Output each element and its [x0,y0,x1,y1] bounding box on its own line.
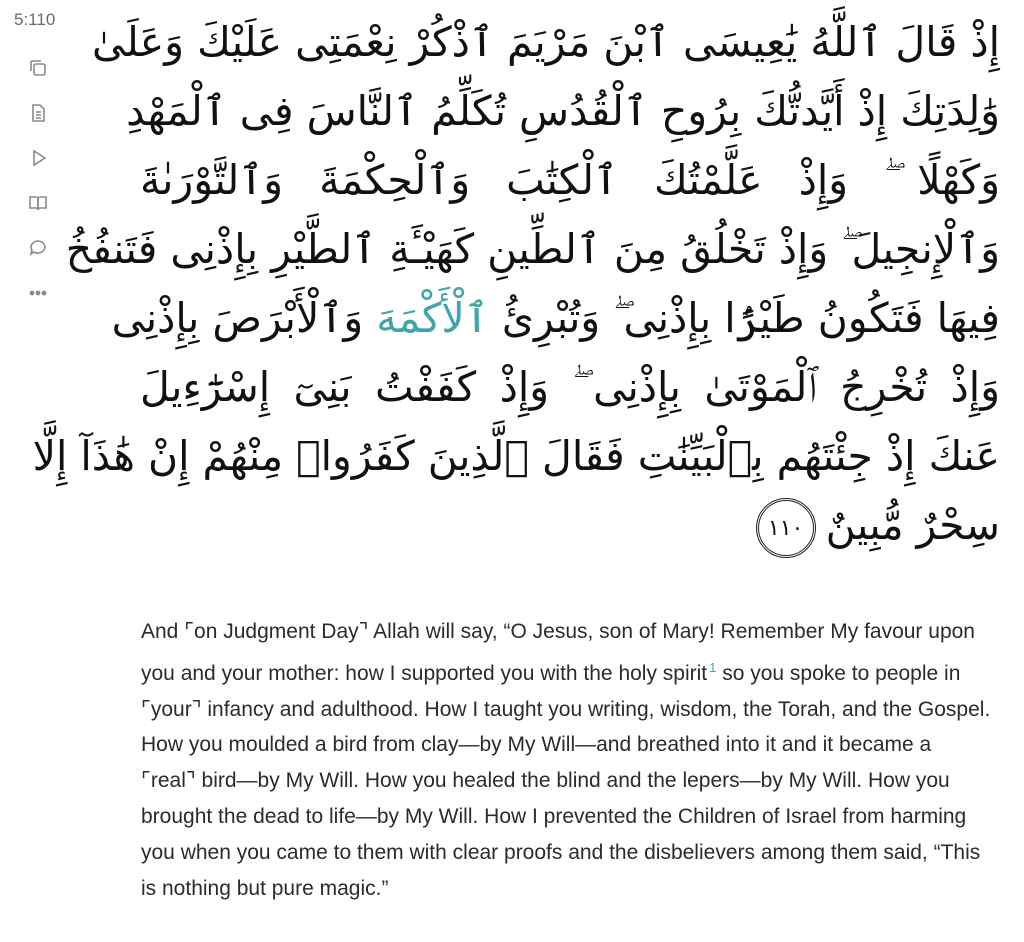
play-icon[interactable] [24,144,52,172]
arabic-word-group: سِحْرٌ مُّبِينٌ [825,501,1000,549]
translation-text [141,614,991,906]
ayah-number-marker: ١١٠ [756,498,816,558]
arabic-line: وَٱلْإِنجِيلَ ۖ وَإِذْ تَخْلُقُ مِنَ ٱلطِّينِ كَهَيْـَٔةِ ٱلطَّيْرِ بِإِذْنِى فَتَنفُخُ [65,225,1000,273]
book-icon[interactable] [24,189,52,217]
translation-part: And ⌜on Judgment Day⌝ Allah will say, “O Jesus, son of Mary! Remember My favour upon you and your mother: how I supported you with the holy spirit [141,620,975,685]
verse-actions-toolbar [24,54,52,324]
tafsir-icon[interactable] [24,99,52,127]
arabic-line: وَإِذْ تُخْرِجُ ٱلْمَوْتَىٰ بِإِذْنِى ۖ وَإِذْ كَفَفْتُ بَنِىٓ إِسْرَٰٓءِيلَ [140,363,1000,411]
arabic-word-group: فِيهَا فَتَكُونُ طَيْرًۢا بِإِذْنِى ۖ وَتُبْرِئُ [501,294,1000,342]
translation-part: so you spoke to people in ⌜your⌝ infancy and adulthood. How I taught you writing, wisdom, the Torah, and the Gospel. How you moulded a bird from clay—by My Will—and breathed into it and it became a ⌜real⌝ bird—by My Will. How you healed the blind and the lepers—by My Will. How you brought the dead to life—by My Will. How I prevented the Children of Israel from harming you when you came to them with clear proofs and the disbelievers among them said, “This is nothing but pure magic.” [141,661,991,900]
arabic-line [140,491,1000,560]
arabic-line: إِذْ قَالَ ٱللَّهُ يَٰعِيسَى ٱبْنَ مَرْيَمَ ٱذْكُرْ نِعْمَتِى عَلَيْكَ وَعَلَىٰ [92,18,1000,66]
arabic-line [111,284,1000,353]
arabic-line: وَٰلِدَتِكَ إِذْ أَيَّدتُّكَ بِرُوحِ ٱلْقُدُسِ تُكَلِّمُ ٱلنَّاسَ فِى ٱلْمَهْدِ [126,87,1000,135]
arabic-line: عَنكَ إِذْ جِئْتَهُم بِٱلْبَيِّنَٰتِ فَقَالَ ٱلَّذِينَ كَفَرُوا۟ مِنْهُمْ إِنْ هَٰذَآ إِلَّا [32,432,1000,480]
comment-icon[interactable] [24,234,52,262]
highlighted-word[interactable]: ٱلْأَكْمَهَ [376,294,489,342]
copy-icon[interactable] [24,54,52,82]
more-icon[interactable] [24,279,52,307]
verse-reference: 5:110 [14,10,56,29]
arabic-line: وَكَهْلًا ۖ وَإِذْ عَلَّمْتُكَ ٱلْكِتَٰبَ وَٱلْحِكْمَةَ وَٱلتَّوْرَىٰةَ [140,156,1000,204]
arabic-word-group: وَٱلْأَبْرَصَ بِإِذْنِى [111,294,364,342]
footnote-link[interactable]: 1 [709,659,717,675]
